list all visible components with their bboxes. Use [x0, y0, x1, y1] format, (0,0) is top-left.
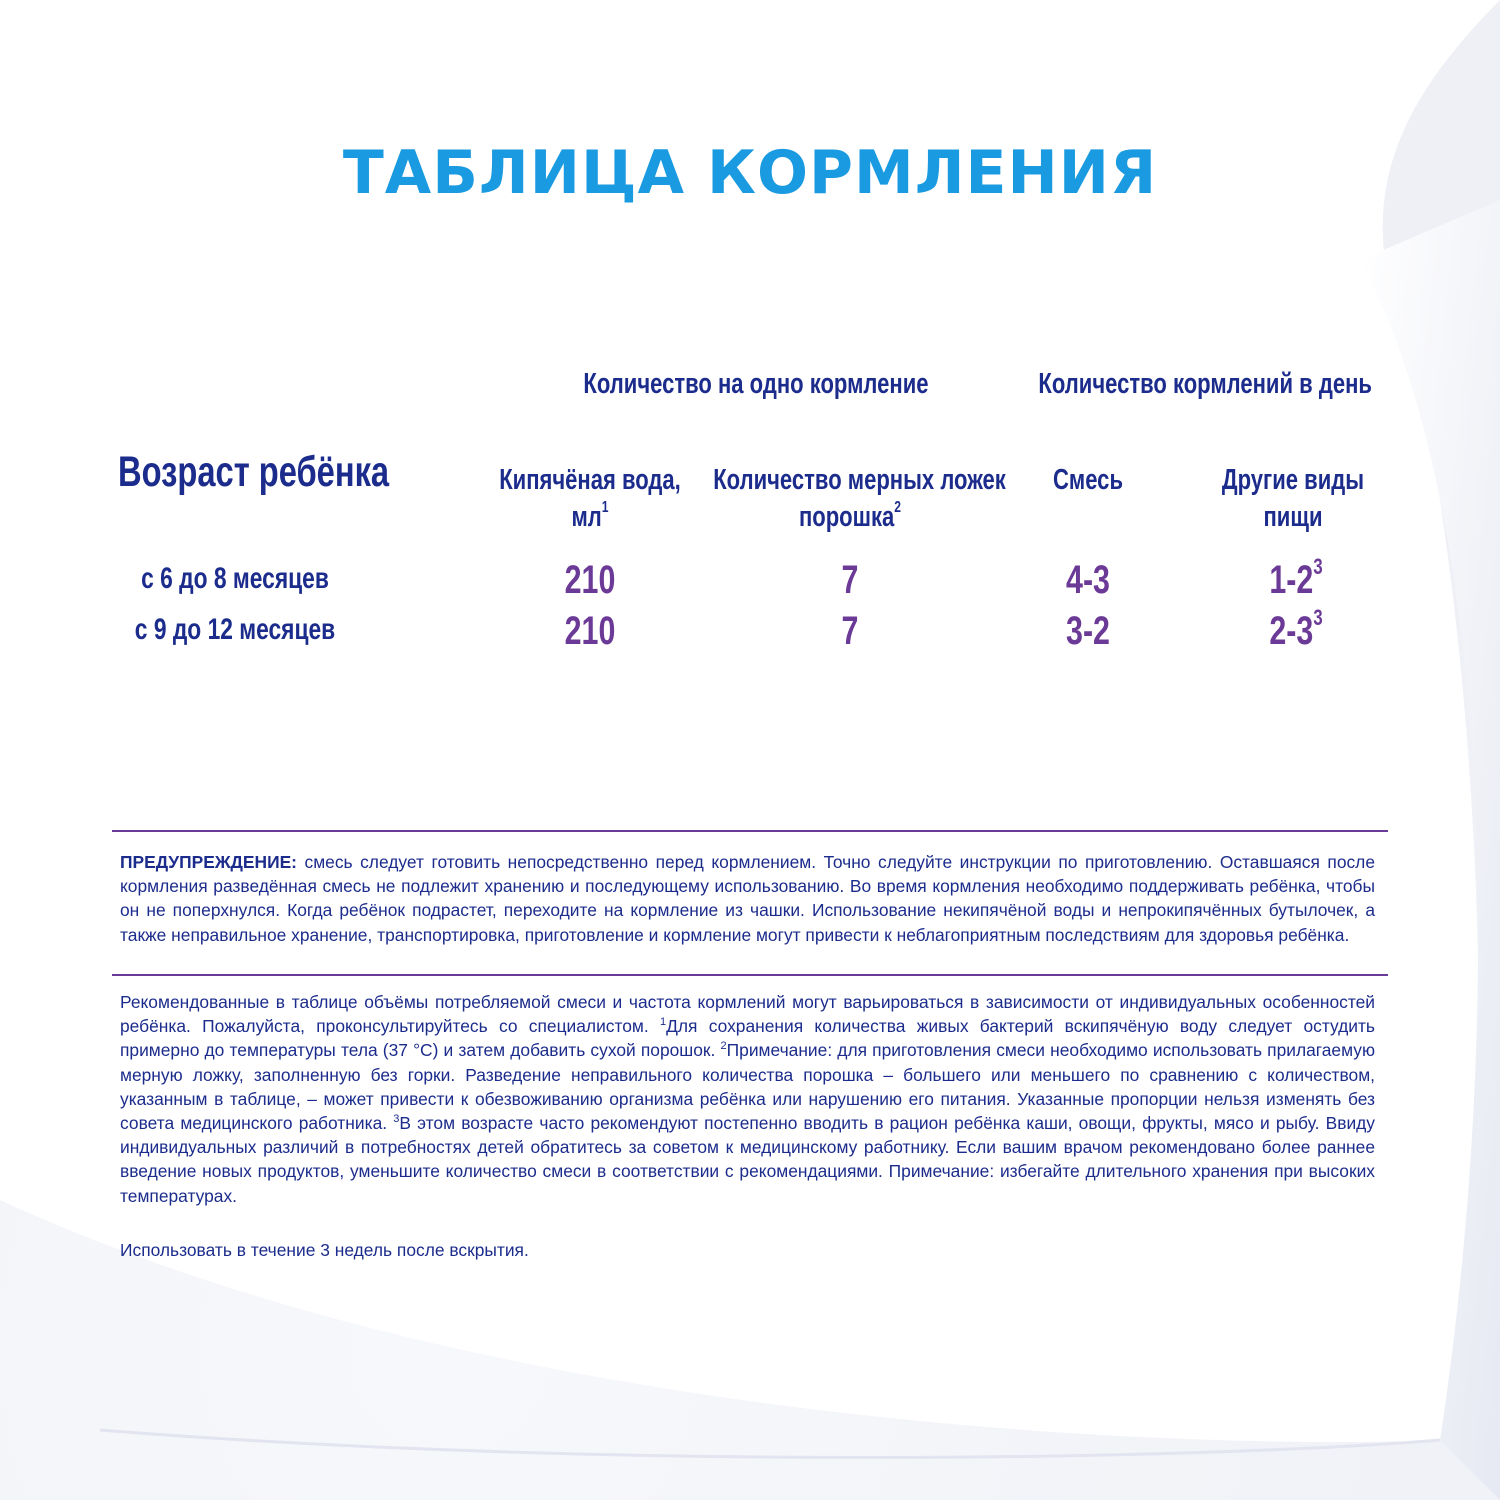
scoops-column-header: Количество мерных ложек порошка$^2$: [713, 464, 1006, 533]
water-value: 210: [564, 558, 616, 602]
group-per-feeding-heading: Количество на одно кормление: [583, 368, 929, 400]
warning-label: ПРЕДУПРЕЖДЕНИЕ:: [120, 852, 297, 872]
divider-bottom: [112, 974, 1388, 976]
water-value: 210: [564, 609, 616, 653]
divider-top: [112, 830, 1388, 832]
page-title: ТАБЛИЦА КОРМЛЕНИЯ: [342, 138, 1158, 208]
scoops-value: 7: [841, 558, 859, 602]
formula-feedings-value: 4-3: [1066, 558, 1110, 602]
scoops-value: 7: [841, 609, 859, 653]
group-per-day-heading: Количество кормлений в день: [1038, 368, 1372, 400]
formula-feedings-value: 3-2: [1066, 609, 1110, 653]
other-feedings-value: $1-2^3$: [1269, 554, 1323, 602]
row-age-label: с 9 до 12 месяцев: [134, 613, 336, 646]
age-column-header: Возраст ребёнка: [118, 448, 390, 496]
formula-column-header: Смесь: [1052, 464, 1123, 496]
warning-text: ПРЕДУПРЕЖДЕНИЕ: смесь следует готовить непосредственно перед кормлением. Точно следуйте инструкции по приготовлению. Оставшаяся после кормления разведённая смесь не подлежит хранению и последующему использованию. Во время кормления необходимо поддерживать ребёнка, чтобы он не поперхнулся. Когда ребёнок подрастет, переходите на кормление из чашки. Использование некипячёной воды и непрокипячённых бутылочек, а также неправильное хранение, транспортировка, приготовление и кормление могут привести к неблагоприятным последствиям для здоровья ребёнка.: [120, 852, 1375, 945]
water-column-header: Кипячёная вода, $мл^1$: [499, 464, 681, 533]
after-opening-note: Использовать в течение 3 недель после вскрытия.: [120, 1240, 529, 1260]
other-food-column-header: Другие виды пищи: [1221, 464, 1365, 533]
recommendation-notes: Рекомендованные в таблице объёмы потребляемой смеси и частота кормлений могут варьироваться в зависимости от индивидуальных особенностей ребёнка. Пожалуйста, проконсультируйтесь со специалистом. $^1$Для сохранения количества живых бактерий вскипячёную воду следует остудить примерно до температуры тела (37 °C) и затем добавить сухой порошок. $^2$Примечание: для приготовления смеси необходимо использовать прилагаемую мерную ложку, заполненную без горки. Разведение неправильного количества порошка – большего или меньшего по сравнению с количеством, указанным в таблице, – может привести к обезвоживанию организма ребёнка или нарушению его питания. Указанные пропорции нельзя изменять без совета медицинского работника. $^3$В этом возрасте часто рекомендуют постепенно вводить в рацион ребёнка каши, овощи, фрукты, мясо и рыбу. Ввиду индивидуальных различий в потребностях детей обратитесь за советом к медицинскому работнику. Если вашим врачом рекомендовано более раннее введение новых продуктов, уменьшите количество смеси в соответствии с рекомендациями. Примечание: избегайте длительного хранения при высоких температурах.: [120, 992, 1376, 1206]
other-feedings-value: $2-3^3$: [1269, 605, 1323, 653]
row-age-label: с 6 до 8 месяцев: [141, 562, 329, 595]
